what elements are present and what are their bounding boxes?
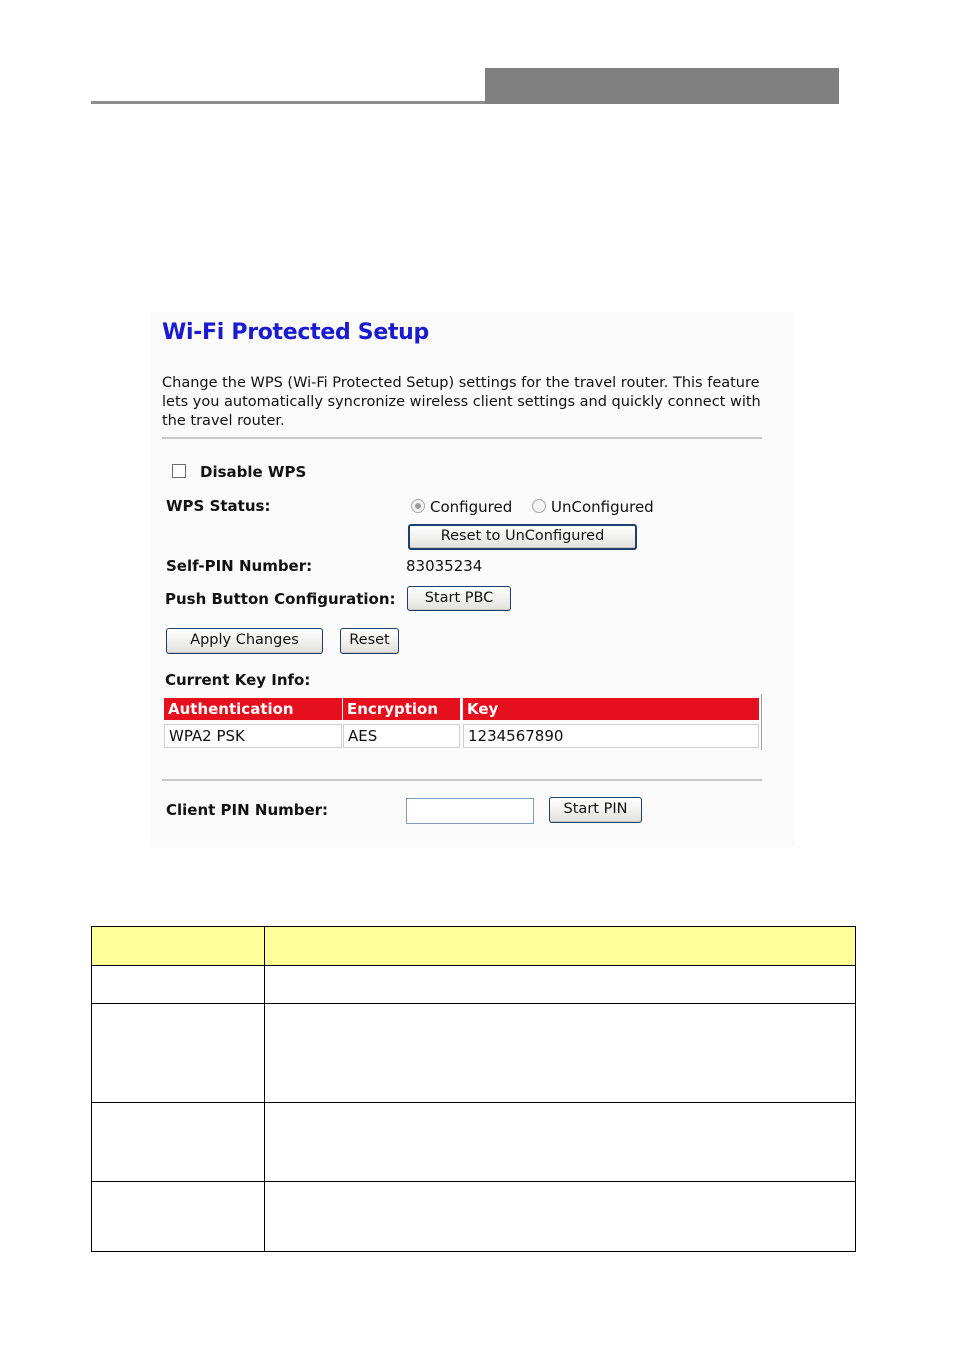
radio-unconfigured-label: UnConfigured	[551, 498, 654, 516]
table-row	[92, 1181, 855, 1251]
disable-wps-label: Disable WPS	[200, 463, 307, 481]
key-table-header-authentication: Authentication	[164, 698, 342, 720]
key-table-cell-encryption: AES	[343, 724, 460, 748]
radio-selected-dot	[415, 503, 421, 509]
client-pin-label: Client PIN Number:	[166, 801, 329, 819]
apply-changes-button[interactable]: Apply Changes	[166, 628, 323, 654]
start-pbc-button[interactable]: Start PBC	[407, 586, 511, 611]
key-table-cell-key: 1234567890	[463, 724, 759, 748]
table-header-row	[92, 927, 855, 965]
radio-configured-label: Configured	[430, 498, 513, 516]
self-pin-value: 83035234	[406, 557, 483, 575]
self-pin-label: Self-PIN Number:	[166, 557, 313, 575]
key-table-header-key: Key	[463, 698, 759, 720]
pbc-label: Push Button Configuration:	[165, 590, 396, 608]
page-title: Wi-Fi Protected Setup	[162, 320, 429, 345]
key-table-cell-authentication: WPA2 PSK	[164, 724, 342, 748]
radio-unconfigured[interactable]	[532, 499, 546, 513]
section-divider	[162, 437, 762, 439]
key-table-border	[761, 694, 762, 750]
parameter-table	[91, 926, 856, 1252]
radio-configured[interactable]	[411, 499, 425, 513]
wps-status-label: WPS Status:	[166, 497, 271, 515]
table-column-divider	[264, 927, 265, 1251]
page-description: Change the WPS (Wi-Fi Protected Setup) settings for the travel router. This feature lets you automatically syncronize wireless client settings and quickly connect with the travel router.	[162, 375, 761, 429]
key-info-label: Current Key Info:	[165, 671, 311, 689]
table-row	[92, 1102, 855, 1181]
reset-button[interactable]: Reset	[340, 628, 399, 654]
key-table-header-encryption: Encryption	[343, 698, 460, 720]
section-divider-2	[162, 779, 762, 781]
disable-wps-checkbox[interactable]	[172, 464, 186, 478]
table-row	[92, 1003, 855, 1102]
client-pin-input[interactable]	[406, 798, 534, 824]
key-info-table	[162, 694, 763, 750]
table-row	[92, 965, 855, 1003]
page-header-rule	[91, 101, 485, 104]
page-header-bar	[485, 68, 839, 104]
start-pin-button[interactable]: Start PIN	[549, 797, 642, 823]
reset-to-unconfigured-button[interactable]: Reset to UnConfigured	[408, 524, 637, 550]
